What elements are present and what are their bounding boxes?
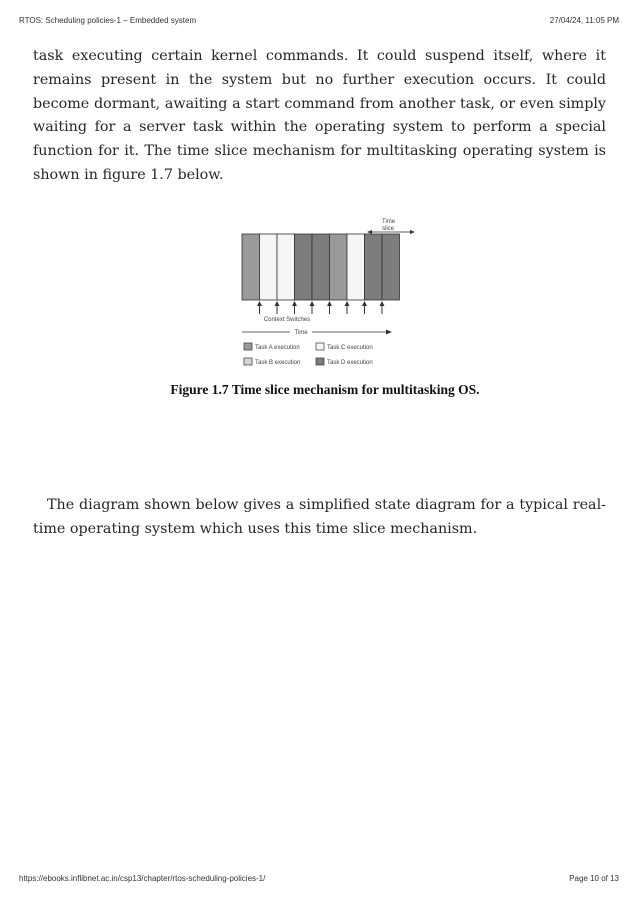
paragraph-1: task executing certain kernel commands. It could suspend itself, where it remains present in the system but no further execution occurs. It could become dormant, awaiting a start command from another task, or even simply waiting for a server task within the operating system to perform a special function for it. The time slice mechanism for multitasking operating system is shown in figure 1.7 below. (33, 48, 606, 183)
print-footer (19, 874, 619, 883)
legend-label: Task C execution (327, 345, 373, 351)
page-number: Page 10 of 13 (569, 874, 619, 883)
figure-time-slice (160, 212, 490, 412)
legend-swatch (316, 358, 324, 365)
time-slice-label-line2: slice (382, 226, 395, 232)
page-title: RTOS: Scheduling policies-1 – Embedded system (19, 16, 197, 25)
time-slice-label-line1: Time (382, 219, 396, 225)
page-url: https://ebooks.inflibnet.ac.in/csp13/chapter/rtos-scheduling-policies-1/ (19, 874, 266, 883)
legend-label: Task A execution (255, 345, 300, 351)
context-switch-arrow (327, 301, 332, 314)
legend-label: Task B execution (255, 360, 301, 366)
figure-caption: Figure 1.7 Time slice mechanism for multitasking OS. (170, 382, 480, 397)
context-switch-arrow (362, 301, 367, 314)
legend-swatch (316, 343, 324, 350)
print-header (19, 16, 619, 25)
context-switch-arrow (292, 301, 297, 314)
print-datetime: 27/04/24, 11:05 PM (549, 16, 619, 25)
context-switch-arrow (380, 301, 385, 314)
time-slice-6 (330, 234, 348, 300)
time-slice-8 (365, 234, 383, 300)
time-slice-bars (242, 234, 400, 300)
legend-item-task-c (316, 343, 373, 351)
time-slice-7 (347, 234, 365, 300)
legend-swatch (244, 343, 252, 350)
paragraph-2: The diagram shown below gives a simplified state diagram for a typical real-time operating system which uses this time slice mechanism. (33, 497, 606, 537)
time-slice-2 (260, 234, 278, 300)
time-slice-3 (277, 234, 295, 300)
legend-swatch (244, 358, 252, 365)
legend-item-task-a (244, 343, 300, 351)
time-slice-pointer-head (367, 230, 372, 234)
legend-item-task-b (244, 358, 300, 366)
time-label: Time (294, 330, 308, 336)
context-switches-label: Context Switches (263, 317, 311, 323)
time-slice-diagram (160, 212, 490, 387)
time-slice-9 (382, 234, 400, 300)
context-switch-arrow (345, 301, 350, 314)
time-axis-arrow (386, 330, 392, 335)
time-slice-1 (242, 234, 260, 300)
legend-label: Task D execution (327, 360, 373, 366)
time-slice-4 (295, 234, 313, 300)
legend-item-task-d (316, 358, 373, 366)
time-slice-5 (312, 234, 330, 300)
context-switch-arrow (275, 301, 280, 314)
context-switch-arrows (257, 301, 385, 314)
legend (244, 343, 373, 366)
context-switch-arrow (310, 301, 315, 314)
context-switch-arrow (257, 301, 262, 314)
